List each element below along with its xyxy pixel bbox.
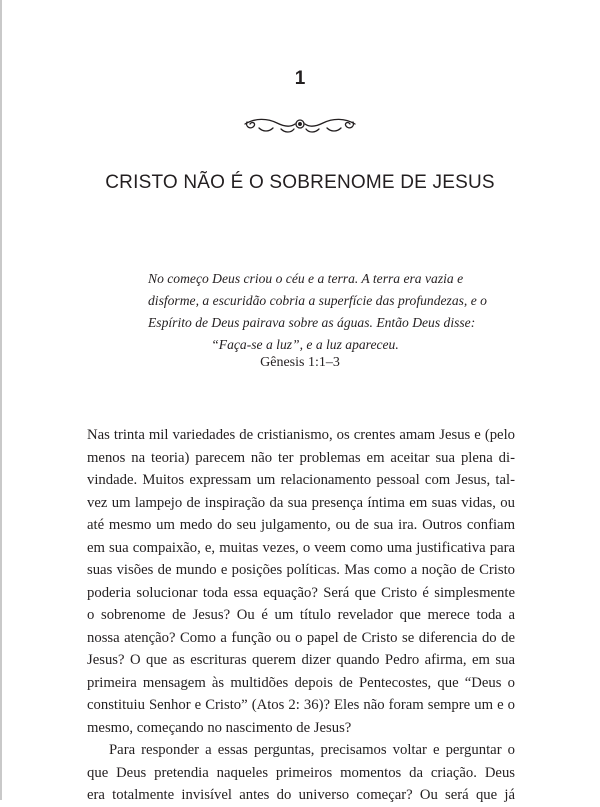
body-line: suas visões de mundo e posições políticas. Mas como a noção de Cristo [87, 562, 515, 578]
epigraph-line: “Faça-se a luz”, e a luz apareceu. [211, 337, 399, 352]
body-line: vez um lampejo de inspiração da sua presença íntima em suas vidas, ou [87, 494, 515, 511]
body-line: que Deus pretendia naqueles primeiros momentos da criação. Deus [87, 764, 515, 781]
body-text [87, 424, 515, 807]
epigraph-citation: Gênesis 1:1–3 [260, 355, 340, 370]
epigraph-line: No começo Deus criou o céu e a terra. A terra era vazia e [148, 271, 464, 286]
body-line: Para responder a essas perguntas, precisamos voltar e perguntar o [109, 742, 515, 758]
body-line: Nas trinta mil variedades de cristianismo, os crentes amam Jesus e (pelo [87, 427, 515, 443]
epigraph-line: Espírito de Deus pairava sobre as águas. Então Deus disse: [148, 315, 476, 330]
body-line: menos na teoria) parecem não ter problemas em aceitar sua plena di- [87, 449, 515, 466]
epigraph-line: disforme, a escuridão cobria a superfície das profundezas, e o [148, 293, 487, 308]
flourish-ornament-icon [241, 115, 359, 137]
body-line: até mesmo um medo do seu julgamento, ou de sua ira. Outros confiam [87, 517, 515, 533]
body-line: primeira mensagem às multidões depois de Pentecostes, que “Deus o [87, 674, 515, 691]
body-line: Jesus? O que as escrituras querem dizer quando Pedro afirma, em sua [87, 652, 515, 668]
epigraph [148, 268, 487, 356]
page-edge [0, 0, 2, 800]
chapter-title: CRISTO NÃO É O SOBRENOME DE JESUS [105, 172, 495, 193]
body-line: mesmo, começando no nascimento de Jesus? [87, 719, 352, 736]
chapter-number: 1 [294, 68, 306, 89]
body-line: constituiu Senhor e Cristo” (Atos 2: 36)? Eles não foram sempre um e o [87, 697, 515, 713]
body-line: poderia solucionar toda essa equação? Será que Cristo é simplesmente [87, 584, 515, 601]
body-line: nossa atenção? Como a função ou o papel de Cristo se diferencia do de [87, 629, 515, 646]
body-line: era totalmente invisível antes do universo começar? Ou será que já [87, 787, 515, 803]
body-line: em sua compaixão, e, muitas vezes, o veem como uma justificativa para [87, 539, 515, 556]
body-line: o sobrenome de Jesus? Ou é um título revelador que merece toda a [87, 607, 515, 623]
body-line: vindade. Muitos expressam um relacionamento pessoal com Jesus, tal- [87, 472, 515, 488]
